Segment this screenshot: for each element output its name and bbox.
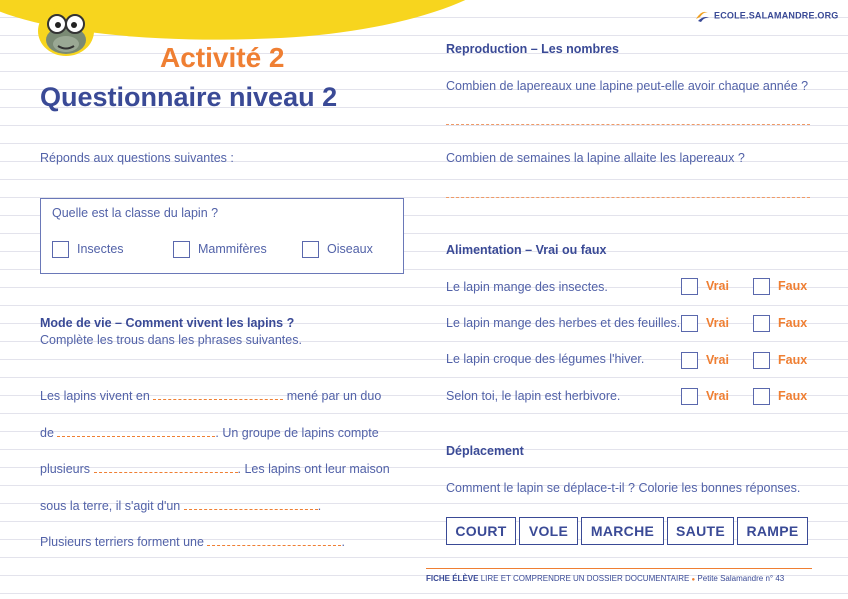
footer-text: LIRE ET COMPRENDRE UN DOSSIER DOCUMENTAIRE bbox=[480, 574, 690, 583]
blank-3[interactable] bbox=[94, 461, 238, 473]
answer-line-1[interactable] bbox=[446, 124, 810, 125]
checkbox-faux-2[interactable] bbox=[753, 315, 770, 332]
faux-label-1: Faux bbox=[778, 279, 808, 293]
salamandre-logo-icon bbox=[694, 9, 710, 23]
sentence-5 bbox=[40, 534, 345, 549]
footer-bullet-icon: ● bbox=[691, 577, 696, 583]
sentence-4-start: sous la terre, il s'agit d'un bbox=[40, 499, 181, 513]
deplacement-instruction: Comment le lapin se déplace-t-il ? Colorie les bonnes réponses. bbox=[446, 481, 801, 495]
blank-4[interactable] bbox=[184, 498, 318, 510]
sentence-2-end: . Un groupe de lapins compte bbox=[215, 426, 379, 440]
sentence-3-start: plusieurs bbox=[40, 462, 91, 476]
salamander-mascot-icon bbox=[38, 6, 94, 56]
footer-issue: Petite Salamandre n° 43 bbox=[697, 574, 785, 583]
checkbox-oiseaux[interactable] bbox=[302, 241, 319, 258]
sentence-4 bbox=[40, 498, 321, 513]
option-court[interactable]: COURT bbox=[446, 517, 516, 545]
checkbox-vrai-1[interactable] bbox=[681, 278, 698, 295]
footer bbox=[426, 574, 784, 583]
faux-label-2: Faux bbox=[778, 316, 808, 330]
option-rampe[interactable]: RAMPE bbox=[737, 517, 808, 545]
checkbox-insectes[interactable] bbox=[52, 241, 69, 258]
footer-label: FICHE ÉLÈVE bbox=[426, 574, 479, 583]
vrai-label-3: Vrai bbox=[706, 353, 729, 367]
vrai-label-4: Vrai bbox=[706, 389, 729, 403]
reproduction-heading: Reproduction – Les nombres bbox=[446, 42, 619, 56]
blank-2[interactable] bbox=[57, 425, 215, 437]
option-marche[interactable]: MARCHE bbox=[581, 517, 664, 545]
activity-number: Activité 2 bbox=[160, 42, 285, 73]
checkbox-vrai-4[interactable] bbox=[681, 388, 698, 405]
sentence-1-end: mené par un duo bbox=[286, 389, 382, 403]
sentence-2 bbox=[40, 425, 379, 440]
statement-2: Le lapin mange des herbes et des feuilles. bbox=[446, 316, 681, 330]
statement-3: Le lapin croque des légumes l'hiver. bbox=[446, 352, 645, 366]
sentence-3 bbox=[40, 461, 390, 476]
answer-line-2[interactable] bbox=[446, 197, 810, 198]
vrai-label-1: Vrai bbox=[706, 279, 729, 293]
intro-text: Réponds aux questions suivantes : bbox=[40, 151, 234, 165]
sentence-1 bbox=[40, 388, 381, 403]
statement-1: Le lapin mange des insectes. bbox=[446, 280, 608, 294]
statement-4: Selon toi, le lapin est herbivore. bbox=[446, 389, 621, 403]
sentence-2-start: de bbox=[40, 426, 54, 440]
class-question: Quelle est la classe du lapin ? bbox=[52, 206, 219, 220]
deplacement-heading: Déplacement bbox=[446, 444, 524, 458]
checkbox-mammiferes[interactable] bbox=[173, 241, 190, 258]
mode-de-vie-instruction: Complète les trous dans les phrases suivantes. bbox=[40, 333, 302, 347]
option-vole[interactable]: VOLE bbox=[519, 517, 578, 545]
sentence-5-start: Plusieurs terriers forment une bbox=[40, 535, 204, 549]
checkbox-faux-3[interactable] bbox=[753, 352, 770, 369]
checkbox-vrai-3[interactable] bbox=[681, 352, 698, 369]
sentence-3-end: . Les lapins ont leur maison bbox=[237, 462, 390, 476]
sentence-1-start: Les lapins vivent en bbox=[40, 389, 150, 403]
brand-name: ECOLE.SALAMANDRE.ORG bbox=[714, 10, 839, 21]
option-mammiferes: Mammifères bbox=[198, 242, 267, 256]
faux-label-4: Faux bbox=[778, 389, 808, 403]
reproduction-question-1: Combien de lapereaux une lapine peut-elle avoir chaque année ? bbox=[446, 79, 809, 93]
option-insectes: Insectes bbox=[77, 242, 124, 256]
vrai-label-2: Vrai bbox=[706, 316, 729, 330]
option-oiseaux: Oiseaux bbox=[327, 242, 373, 256]
checkbox-faux-4[interactable] bbox=[753, 388, 770, 405]
footer-divider bbox=[426, 568, 812, 569]
blank-1[interactable] bbox=[153, 388, 283, 400]
alimentation-heading: Alimentation – Vrai ou faux bbox=[446, 243, 607, 257]
faux-label-3: Faux bbox=[778, 353, 808, 367]
mode-de-vie-heading: Mode de vie – Comment vivent les lapins ? bbox=[40, 316, 295, 330]
option-saute[interactable]: SAUTE bbox=[667, 517, 734, 545]
reproduction-question-2: Combien de semaines la lapine allaite les lapereaux ? bbox=[446, 151, 745, 165]
sentence-4-end: . bbox=[317, 499, 322, 513]
checkbox-vrai-2[interactable] bbox=[681, 315, 698, 332]
checkbox-faux-1[interactable] bbox=[753, 278, 770, 295]
brand[interactable] bbox=[694, 9, 839, 23]
blank-5[interactable] bbox=[207, 534, 341, 546]
sentence-5-end: . bbox=[341, 535, 345, 549]
page-title: Questionnaire niveau 2 bbox=[40, 82, 338, 112]
